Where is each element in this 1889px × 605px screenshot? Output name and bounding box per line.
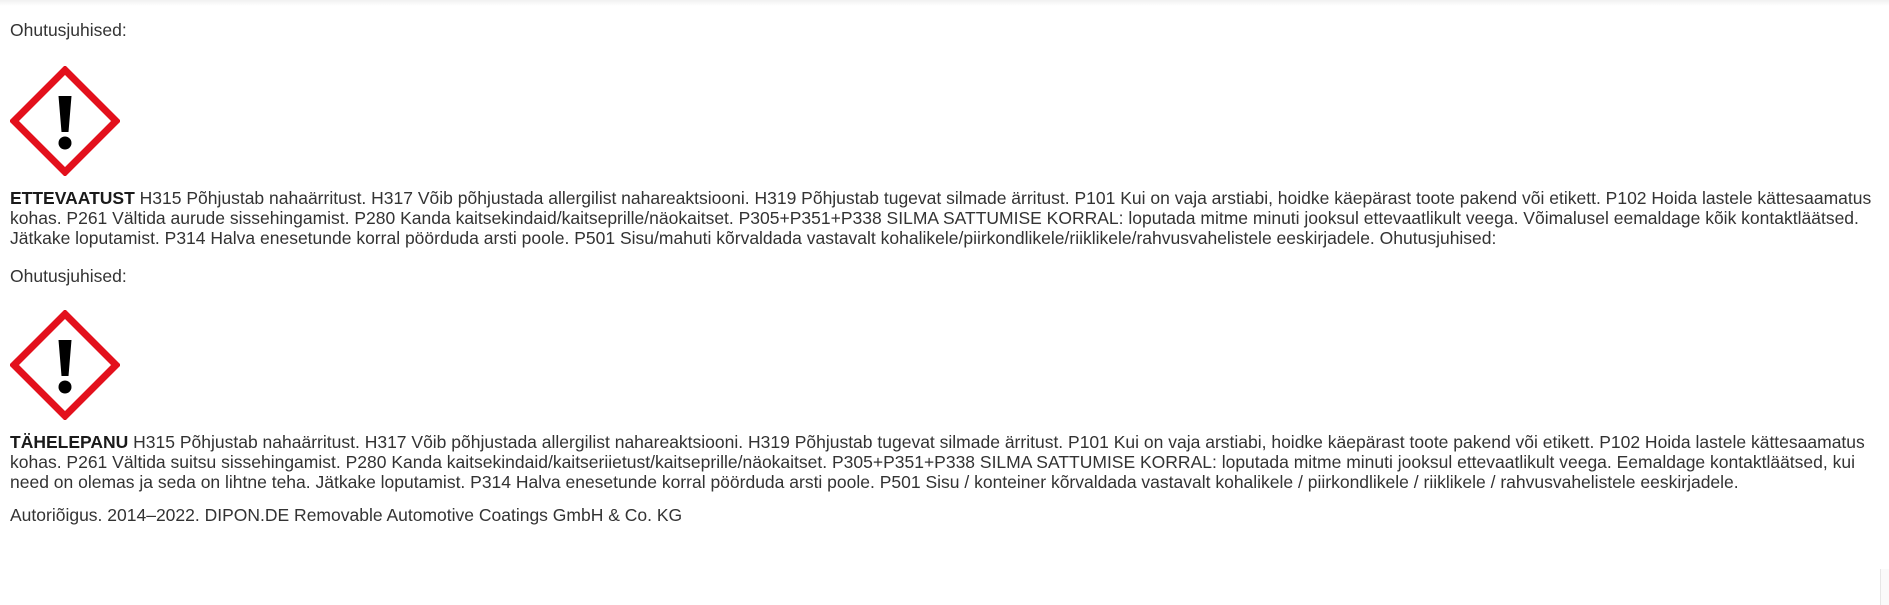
section2-statement-text: H315 Põhjustab nahaärritust. H317 Võib põhjustada allergilist nahareaktsiooni. H319 Põhjustab tugevat silmade ärritust. P101 Kui on vaja arstiabi, hoidke käepärast toote pakend või etikett. P102 Hoida lastele kättesaamatus kohas. P261 Vältida suitsu sissehingamist. P280 Kanda kaitsekindaid/kaitseriietust/kaitseprille/näokaitset. P305+P351+P338 SILMA SATTUMISE KORRAL: loputada mitme minuti jooksul ettevaatlikult veega. Eemaldage kontaktläätsed, kui need on olemas ja seda on lihtne teha. Jätkake loputamist. P314 Halva enesetunde korral pöörduda arsti poole. P501 Sisu / konteiner kõrvaldada vastavalt kohalikele / piirkondlikele / riiklikele / rahvusvahelistele eeskirjadele. <box>10 432 1865 492</box>
section2-heading: Ohutusjuhised: <box>10 266 127 286</box>
scrollbar[interactable] <box>1880 569 1889 605</box>
section1-signal-word: ETTEVAATUST <box>10 188 135 208</box>
section1-statement-text: H315 Põhjustab nahaärritust. H317 Võib põhjustada allergilist nahareaktsiooni. H319 Põhjustab tugevat silmade ärritust. P101 Kui on vaja arstiabi, hoidke käepärast toote pakend või etikett. P102 Hoida lastele kättesaamatus kohas. P261 Vältida aurude sissehingamist. P280 Kanda kaitsekindaid/kaitseprille/näokaitset. P305+P351+P338 SILMA SATTUMISE KORRAL: loputada mitme minuti jooksul ettevaatlikult veega. Võimalusel eemaldage kõik kontaktläätsed. Jätkake loputamist. P314 Halva enesetunde korral pöörduda arsti poole. P501 Sisu/mahuti kõrvaldada vastavalt kohalikele/piirkondlikele/riiklikele/rahvusvahelistele eeskirjadele. Ohutusjuhised: <box>10 188 1872 248</box>
section1-hazard-statements <box>10 188 1880 248</box>
section2-hazard-statements <box>10 432 1880 492</box>
section2-signal-word: TÄHELEPANU <box>10 432 129 452</box>
section2-pictogram <box>10 310 1880 420</box>
section1-pictogram <box>10 66 1880 176</box>
top-divider <box>0 0 1889 6</box>
safety-information <box>10 20 1880 525</box>
exclamation-mark-hazard-icon <box>10 66 120 176</box>
copyright-notice: Autoriõigus. 2014–2022. DIPON.DE Removable Automotive Coatings GmbH & Co. KG <box>10 505 683 525</box>
section1-heading: Ohutusjuhised: <box>10 20 127 40</box>
exclamation-mark-hazard-icon <box>10 310 120 420</box>
